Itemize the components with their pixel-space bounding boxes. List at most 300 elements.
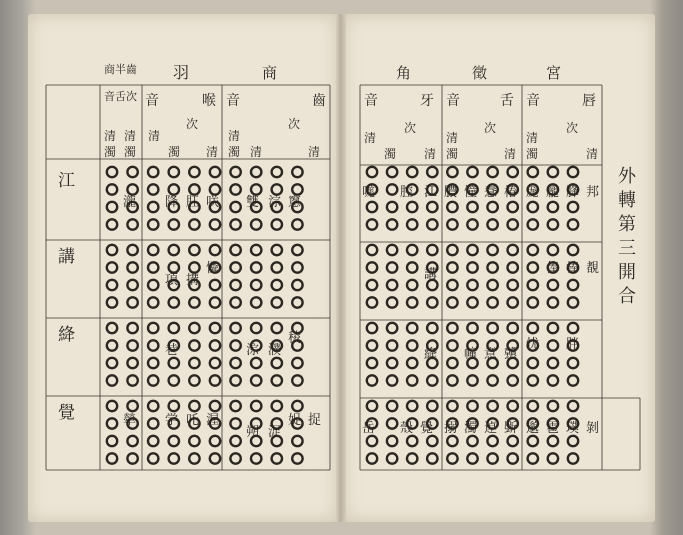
ring-mark — [367, 453, 377, 463]
ring-mark — [427, 401, 437, 411]
ring-mark — [487, 245, 497, 255]
ring-mark — [251, 453, 261, 463]
ring-mark — [467, 323, 477, 333]
ring-mark — [148, 401, 158, 411]
ring-mark — [230, 358, 240, 368]
right-sub-12: 清 — [586, 147, 599, 161]
ring-mark — [407, 453, 417, 463]
ring-mark — [107, 245, 117, 255]
ring-mark — [148, 358, 158, 368]
ring-mark — [230, 245, 240, 255]
ring-mark — [508, 297, 518, 307]
ring-mark — [367, 280, 377, 290]
right-sub-3: 次 — [404, 121, 417, 135]
ring-mark — [367, 202, 377, 212]
ring-mark — [407, 167, 417, 177]
ring-mark — [447, 436, 457, 446]
right-header-5: 音 — [526, 93, 540, 109]
ring-mark — [230, 184, 240, 194]
ring-mark — [127, 358, 137, 368]
ring-mark — [230, 262, 240, 272]
ring-mark — [427, 436, 437, 446]
ring-mark — [467, 202, 477, 212]
ring-mark — [467, 262, 477, 272]
ring-mark — [467, 167, 477, 177]
ring-mark — [189, 167, 199, 177]
ring-mark — [169, 375, 179, 385]
char: 幢 — [464, 347, 478, 362]
ring-mark — [528, 280, 538, 290]
ring-mark — [407, 245, 417, 255]
ring-mark — [528, 323, 538, 333]
ring-mark — [230, 453, 240, 463]
char: 斲 — [504, 421, 518, 436]
ring-mark — [568, 323, 578, 333]
char: 搆 — [186, 273, 200, 288]
ring-mark — [407, 262, 417, 272]
left-header-1: 音 — [145, 93, 159, 109]
ring-mark — [447, 167, 457, 177]
ring-mark — [367, 219, 377, 229]
ring-mark — [230, 202, 240, 212]
char: 逴 — [484, 421, 498, 436]
ring-mark — [292, 375, 302, 385]
ring-mark — [447, 202, 457, 212]
ring-mark — [107, 323, 117, 333]
char: 覩 — [586, 261, 600, 276]
right-sub-2: 濁 — [384, 147, 397, 161]
ring-mark — [367, 358, 377, 368]
ring-mark — [189, 436, 199, 446]
ring-mark — [487, 297, 497, 307]
ring-mark — [210, 358, 220, 368]
char: 降 — [165, 195, 179, 210]
ring-mark — [169, 167, 179, 177]
left-sub-10: 濁 — [228, 145, 241, 159]
ring-mark — [487, 436, 497, 446]
left-sub-6: 次 — [186, 117, 199, 131]
ring-mark — [387, 436, 397, 446]
ring-mark — [548, 358, 558, 368]
left-sub-5: 清 — [148, 129, 161, 143]
ring-mark — [387, 323, 397, 333]
ring-mark — [568, 436, 578, 446]
table-characters — [58, 62, 637, 440]
ring-mark — [508, 280, 518, 290]
ring-mark — [210, 401, 220, 411]
left-sub-1: 清 — [104, 129, 117, 143]
ring-mark — [548, 167, 558, 177]
ring-mark — [251, 323, 261, 333]
ring-mark — [251, 401, 261, 411]
ring-mark — [127, 280, 137, 290]
ring-mark — [387, 375, 397, 385]
ring-mark — [127, 297, 137, 307]
ring-mark — [427, 219, 437, 229]
ring-mark — [107, 436, 117, 446]
ring-mark — [387, 202, 397, 212]
char: 璞 — [566, 421, 580, 436]
ring-mark — [292, 184, 302, 194]
char: 肛 — [186, 195, 200, 210]
ring-mark — [508, 401, 518, 411]
rhyme-label-4: 覺 — [58, 403, 75, 423]
right-header-2: 牙 — [420, 93, 434, 109]
ring-mark — [148, 418, 158, 428]
ring-mark — [169, 184, 179, 194]
ring-mark — [251, 280, 261, 290]
ring-mark — [292, 262, 302, 272]
ring-mark — [169, 323, 179, 333]
char: 厖 — [526, 185, 540, 200]
ring-mark — [447, 358, 457, 368]
ring-mark — [148, 297, 158, 307]
ring-mark — [169, 262, 179, 272]
ring-mark — [568, 245, 578, 255]
ring-mark — [508, 375, 518, 385]
ring-mark — [127, 436, 137, 446]
ring-mark — [407, 202, 417, 212]
char: 龐 — [546, 185, 560, 200]
ring-mark — [367, 262, 377, 272]
ring-mark — [487, 401, 497, 411]
ring-mark — [189, 375, 199, 385]
ring-mark — [189, 219, 199, 229]
ring-mark — [292, 401, 302, 411]
ring-mark — [107, 375, 117, 385]
ring-mark — [548, 453, 558, 463]
char: 胮 — [566, 185, 580, 200]
ring-mark — [127, 453, 137, 463]
rhyme-label-3: 絳 — [58, 325, 75, 345]
ring-mark — [467, 280, 477, 290]
ring-mark — [189, 184, 199, 194]
ring-mark — [387, 418, 397, 428]
char: 哤 — [362, 185, 376, 200]
ring-mark — [367, 436, 377, 446]
char: 朔 — [246, 425, 260, 440]
right-sub-6: 濁 — [446, 147, 459, 161]
ring-mark — [210, 453, 220, 463]
ring-mark — [548, 436, 558, 446]
ring-mark — [407, 436, 417, 446]
ring-mark — [528, 219, 538, 229]
ring-mark — [568, 453, 578, 463]
ring-mark — [568, 297, 578, 307]
ring-mark — [127, 323, 137, 333]
ring-mark — [148, 262, 158, 272]
ring-mark — [230, 167, 240, 177]
char: 邦 — [586, 185, 600, 200]
ring-mark — [528, 436, 538, 446]
ring-mark — [210, 323, 220, 333]
ring-mark — [548, 340, 558, 350]
rhyme-label-2: 講 — [58, 247, 75, 267]
ring-mark — [427, 375, 437, 385]
char: 渥 — [206, 413, 220, 428]
ring-mark — [292, 297, 302, 307]
ring-mark — [169, 453, 179, 463]
char: 絳 — [424, 347, 438, 362]
ring-mark — [148, 219, 158, 229]
ring-mark — [387, 280, 397, 290]
ring-mark — [272, 358, 282, 368]
char: 巷 — [165, 343, 179, 358]
ring-mark — [427, 323, 437, 333]
ring-mark — [568, 401, 578, 411]
char: 腔 — [400, 185, 414, 200]
ring-mark — [127, 375, 137, 385]
ring-mark — [107, 280, 117, 290]
ring-mark — [387, 453, 397, 463]
char: 淙 — [246, 343, 260, 358]
ring-mark — [169, 436, 179, 446]
ring-mark — [189, 323, 199, 333]
ring-mark — [528, 297, 538, 307]
ring-mark — [407, 358, 417, 368]
ring-mark — [367, 167, 377, 177]
ring-mark — [210, 219, 220, 229]
left-sub-12: 次 — [288, 117, 301, 131]
ring-mark — [367, 375, 377, 385]
ring-mark — [230, 375, 240, 385]
ring-mark — [508, 167, 518, 177]
char: 岳 — [362, 421, 376, 436]
ring-mark — [568, 202, 578, 212]
char: 窻 — [288, 195, 302, 210]
ring-mark — [292, 219, 302, 229]
ring-mark — [487, 167, 497, 177]
ring-mark — [387, 401, 397, 411]
char: 稜 — [288, 331, 302, 346]
left-header-4: 齒 — [312, 93, 326, 109]
ring-mark — [272, 167, 282, 177]
ring-mark — [148, 323, 158, 333]
ring-mark — [487, 453, 497, 463]
ring-mark — [127, 184, 137, 194]
ring-mark — [292, 453, 302, 463]
ring-mark — [548, 375, 558, 385]
char: 覺 — [420, 421, 434, 436]
ring-mark — [427, 167, 437, 177]
ring-mark — [210, 184, 220, 194]
ring-mark — [528, 453, 538, 463]
ring-mark — [210, 297, 220, 307]
char: 邈 — [526, 421, 540, 436]
ring-mark — [292, 280, 302, 290]
char: 棒 — [566, 261, 580, 276]
ring-mark — [107, 340, 117, 350]
ring-mark — [272, 262, 282, 272]
ring-mark — [447, 280, 457, 290]
char: 椿 — [504, 185, 518, 200]
ring-mark — [447, 245, 457, 255]
ring-mark — [107, 202, 117, 212]
ring-mark — [292, 245, 302, 255]
char: 忧 — [526, 337, 540, 352]
char: 憧 — [464, 185, 478, 200]
ring-mark — [272, 297, 282, 307]
ring-mark — [230, 280, 240, 290]
ring-mark — [508, 323, 518, 333]
title-glyph: 第 — [618, 214, 636, 235]
ring-mark — [272, 401, 282, 411]
ring-mark — [272, 245, 282, 255]
ring-mark — [107, 297, 117, 307]
ring-mark — [251, 297, 261, 307]
left-top-label-3: 羽 — [173, 63, 190, 82]
ring-mark — [548, 219, 558, 229]
ring-mark — [107, 418, 117, 428]
ring-mark — [230, 401, 240, 411]
ring-mark — [407, 280, 417, 290]
ring-mark — [487, 375, 497, 385]
ring-mark — [210, 167, 220, 177]
left-top-label-2: 音舌次 — [104, 90, 137, 103]
ring-mark — [148, 280, 158, 290]
ring-mark — [427, 202, 437, 212]
ring-mark — [148, 202, 158, 212]
ring-mark — [528, 262, 538, 272]
char: 俸 — [546, 261, 560, 276]
ring-mark — [467, 436, 477, 446]
ring-mark — [169, 401, 179, 411]
ring-mark — [148, 167, 158, 177]
ring-mark — [447, 375, 457, 385]
title-glyph: 轉 — [618, 190, 636, 211]
ring-mark — [548, 280, 558, 290]
ring-mark — [127, 219, 137, 229]
ring-mark — [107, 453, 117, 463]
ring-mark — [487, 219, 497, 229]
char: 搦 — [444, 421, 458, 436]
ring-mark — [387, 340, 397, 350]
ring-mark — [148, 340, 158, 350]
ring-mark — [127, 167, 137, 177]
ring-mark — [230, 340, 240, 350]
ring-mark — [127, 262, 137, 272]
right-top-label-2: 徵 — [472, 64, 488, 82]
ring-mark — [107, 358, 117, 368]
char: 剝 — [586, 421, 600, 436]
rhyme-label-1: 江 — [58, 171, 75, 191]
ring-mark — [230, 418, 240, 428]
ring-mark — [407, 401, 417, 411]
ring-mark — [107, 184, 117, 194]
ring-mark — [251, 358, 261, 368]
right-sub-10: 濁 — [526, 147, 539, 161]
char: 濁 — [464, 421, 478, 436]
char: 吒 — [186, 413, 200, 428]
ring-mark — [230, 219, 240, 229]
char: 雙 — [246, 195, 260, 210]
ring-mark — [387, 184, 397, 194]
ring-mark — [467, 297, 477, 307]
right-sub-5: 清 — [446, 131, 459, 145]
ring-mark — [189, 262, 199, 272]
left-top-label-4: 商 — [262, 64, 278, 82]
ring-mark — [251, 184, 261, 194]
ring-mark — [210, 280, 220, 290]
ring-mark — [251, 375, 261, 385]
ring-mark — [387, 219, 397, 229]
right-sub-8: 清 — [504, 147, 517, 161]
char: 淙 — [268, 195, 282, 210]
ring-mark — [467, 401, 477, 411]
ring-mark — [107, 167, 117, 177]
ring-mark — [148, 245, 158, 255]
ring-mark — [148, 436, 158, 446]
title-glyph: 外 — [618, 166, 636, 187]
ring-mark — [148, 375, 158, 385]
ring-mark — [251, 219, 261, 229]
left-top-label-1: 商半齒 — [104, 63, 137, 76]
ring-mark — [508, 219, 518, 229]
ring-mark — [548, 297, 558, 307]
ring-mark — [169, 245, 179, 255]
ring-mark — [487, 323, 497, 333]
ring-mark — [487, 262, 497, 272]
ring-mark — [387, 262, 397, 272]
ring-mark — [367, 323, 377, 333]
char: 殼 — [400, 421, 414, 436]
left-sub-8: 清 — [206, 145, 219, 159]
ring-mark — [251, 262, 261, 272]
ring-mark — [387, 358, 397, 368]
left-sub-7: 濁 — [168, 145, 181, 159]
ring-mark — [189, 358, 199, 368]
ring-mark — [528, 358, 538, 368]
ring-mark — [447, 219, 457, 229]
right-sub-4: 清 — [424, 147, 437, 161]
ring-mark — [189, 340, 199, 350]
ring-mark — [447, 323, 457, 333]
ring-mark — [387, 245, 397, 255]
ring-mark — [230, 297, 240, 307]
left-sub-4: 濁 — [124, 145, 137, 159]
ring-mark — [427, 245, 437, 255]
ring-mark — [292, 167, 302, 177]
char: 戇 — [504, 347, 518, 362]
ring-mark — [189, 245, 199, 255]
ring-mark — [528, 245, 538, 255]
ring-mark — [169, 219, 179, 229]
ring-mark — [407, 297, 417, 307]
char: 惷 — [484, 185, 498, 200]
char: 濮 — [268, 343, 282, 358]
char: 娖 — [288, 413, 302, 428]
ring-mark — [508, 436, 518, 446]
title-glyph: 開 — [618, 262, 636, 283]
char: 意 — [484, 347, 498, 362]
ring-mark — [210, 340, 220, 350]
ring-mark — [210, 436, 220, 446]
ring-mark — [508, 453, 518, 463]
left-sub-11: 清 — [250, 145, 263, 159]
ring-mark — [210, 245, 220, 255]
ring-mark — [487, 202, 497, 212]
title-glyph: 三 — [618, 238, 636, 259]
ring-mark — [272, 323, 282, 333]
left-header-3: 音 — [226, 93, 240, 109]
ring-mark — [127, 245, 137, 255]
ring-mark — [528, 375, 538, 385]
ring-mark — [107, 219, 117, 229]
char: 咲 — [206, 195, 220, 210]
char: 講 — [424, 267, 438, 282]
right-sub-1: 清 — [364, 131, 377, 145]
char: 捉 — [308, 413, 322, 428]
